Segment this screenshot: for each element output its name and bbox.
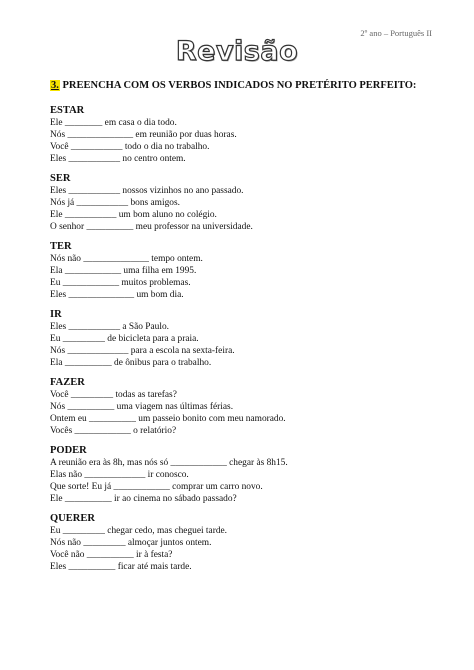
verb-section-estar xyxy=(50,104,444,165)
exercise-line: Você ___________ todo o dia no trabalho. xyxy=(50,142,210,152)
exercise-line: O senhor __________ meu professor na universidade. xyxy=(50,222,253,232)
exercise-line: A reunião era às 8h, mas nós só ____________ chegar às 8h15. xyxy=(50,458,288,468)
verb-section-querer xyxy=(50,512,444,573)
exercise-line: Nós não ______________ tempo ontem. xyxy=(50,254,203,264)
exercise-line: Nós ______________ em reunião por duas horas. xyxy=(50,130,237,140)
exercise-line: Nós _____________ para a escola na sexta-feira. xyxy=(50,346,235,356)
exercise-line: Eles ___________ nossos vizinhos no ano passado. xyxy=(50,186,244,196)
exercise-line: Eles __________ ficar até mais tarde. xyxy=(50,562,192,572)
verb-section-poder xyxy=(50,444,444,505)
exercise-line: Você não __________ ir à festa? xyxy=(50,550,173,560)
exercise-line: Ontem eu __________ um passeio bonito com meu namorado. xyxy=(50,414,286,424)
verb-heading: TER xyxy=(50,241,72,252)
verb-heading: QUERER xyxy=(50,513,95,524)
exercise-line: Ele ___________ um bom aluno no colégio. xyxy=(50,210,217,220)
exercise-line: Eles ___________ no centro ontem. xyxy=(50,154,186,164)
exercise-line: Eu ____________ muitos problemas. xyxy=(50,278,191,288)
exercise-line: Nós não _________ almoçar juntos ontem. xyxy=(50,538,212,548)
page-title: Revisão xyxy=(175,36,299,67)
verb-heading: PODER xyxy=(50,445,87,456)
exercise-line: Ela ____________ uma filha em 1995. xyxy=(50,266,197,276)
exercise-line: Eles ______________ um bom dia. xyxy=(50,290,184,300)
verb-heading: FAZER xyxy=(50,377,85,388)
exercise-instruction-text: PREENCHA COM OS VERBOS INDICADOS NO PRETÉRITO PERFEITO: xyxy=(59,80,417,91)
verb-section-ser xyxy=(50,172,444,233)
exercise-line: Nós __________ uma viagem nas últimas férias. xyxy=(50,402,234,412)
exercise-line: Ele __________ ir ao cinema no sábado passado? xyxy=(50,494,237,504)
exercise-instruction xyxy=(50,80,444,91)
verb-section-ter xyxy=(50,240,444,301)
verb-section-ir xyxy=(50,308,444,369)
verb-heading: IR xyxy=(50,309,62,320)
verb-section-fazer xyxy=(50,376,444,437)
exercise-line: Eu _________ de bicicleta para a praia. xyxy=(50,334,199,344)
exercise-line: Eles ___________ a São Paulo. xyxy=(50,322,170,332)
exercise-content xyxy=(50,104,444,580)
header-course-label: 2º ano – Português II xyxy=(360,28,432,38)
exercise-number: 3. xyxy=(51,80,59,91)
exercise-line: Nós já ___________ bons amigos. xyxy=(50,198,180,208)
verb-heading: SER xyxy=(50,173,71,184)
exercise-line: Elas não _____________ ir conosco. xyxy=(50,470,189,480)
exercise-line: Que sorte! Eu já ____________ comprar um carro novo. xyxy=(50,482,263,492)
exercise-line: Vocês ____________ o relatório? xyxy=(50,426,177,436)
exercise-line: Ele ________ em casa o dia todo. xyxy=(50,118,177,128)
exercise-line: Ela __________ de ônibus para o trabalho. xyxy=(50,358,212,368)
verb-heading: ESTAR xyxy=(50,105,85,116)
exercise-line: Você _________ todas as tarefas? xyxy=(50,390,177,400)
exercise-line: Eu _________ chegar cedo, mas cheguei tarde. xyxy=(50,526,228,536)
